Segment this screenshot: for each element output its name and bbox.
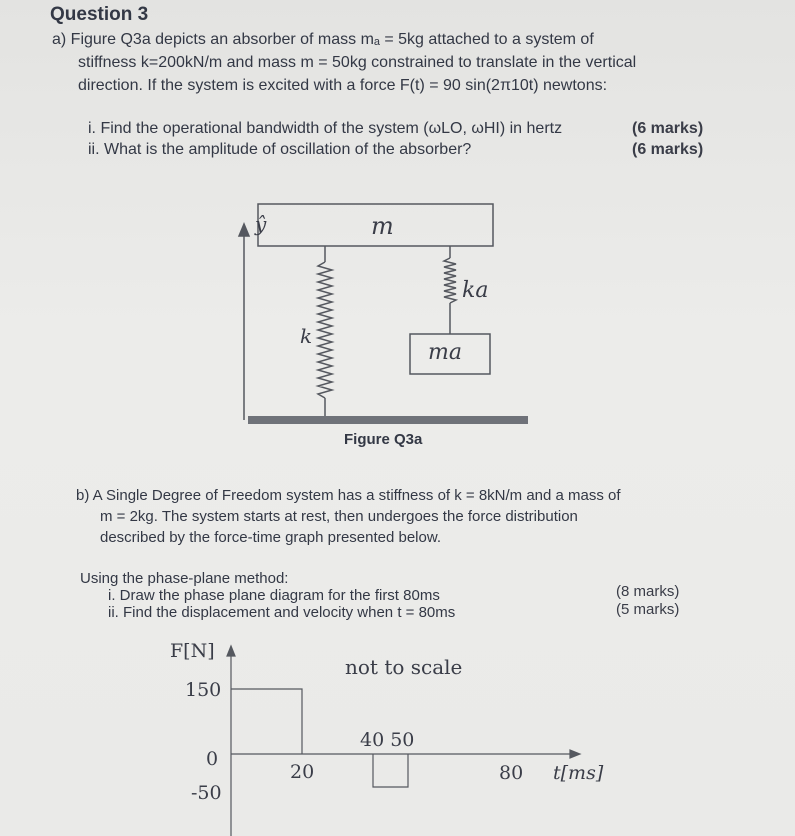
graph-y-axis-label: F[N] <box>170 640 215 662</box>
absorber-label: ma <box>428 340 462 365</box>
question-title: Question 3 <box>50 4 149 25</box>
spring-k-label: k <box>300 324 313 348</box>
part-a-line-1: a) Figure Q3a depicts an absorber of mass mₐ = 5kg attached to a system of <box>52 31 594 48</box>
graph-x-arrowhead <box>570 750 580 758</box>
y-hat-label: ŷ <box>255 212 267 236</box>
figure-caption: Figure Q3a <box>344 431 423 448</box>
spring-ka-label: ka <box>462 278 489 303</box>
tick-40-50: 40 50 <box>360 729 415 751</box>
part-a-line-3: direction. If the system is excited with a force F(t) = 90 sin(2π10t) newtons: <box>78 77 608 94</box>
part-b-marks-ii: (5 marks) <box>616 601 680 618</box>
force-pulse-neg50 <box>373 754 408 787</box>
part-b-item-i: i. Draw the phase plane diagram for the first 80ms <box>108 587 440 604</box>
mass-m-label: m <box>371 212 394 240</box>
tick-0: 0 <box>206 748 219 770</box>
part-b-method: Using the phase-plane method: <box>80 570 289 587</box>
part-b-line-2: m = 2kg. The system starts at rest, then undergoes the force distribution <box>100 508 578 525</box>
tick-150: 150 <box>185 679 222 701</box>
part-a-line-2: stiffness k=200kN/m and mass m = 50kg constrained to translate in the vertical <box>78 54 637 71</box>
part-a-marks-ii: (6 marks) <box>632 141 704 158</box>
part-b-line-3: described by the force-time graph presented below. <box>100 529 442 546</box>
part-b-line-1: b) A Single Degree of Freedom system has a stiffness of k = 8kN/m and a mass of <box>76 487 621 504</box>
part-a-marks-i: (6 marks) <box>632 120 704 137</box>
graph-x-axis-label: t[ms] <box>553 762 604 784</box>
tick-20: 20 <box>290 761 315 783</box>
part-b-marks-i: (8 marks) <box>616 583 680 600</box>
part-a-item-i: i. Find the operational bandwidth of the system (ωLO, ωHI) in hertz <box>88 120 563 137</box>
part-b-item-ii: ii. Find the displacement and velocity when t = 80ms <box>108 604 456 621</box>
tick-neg50: -50 <box>191 782 222 804</box>
tick-80: 80 <box>499 762 524 784</box>
not-to-scale-note: not to scale <box>345 655 463 679</box>
force-pulse-150 <box>231 689 302 754</box>
part-a-item-ii: ii. What is the amplitude of oscillation of the absorber? <box>88 141 472 158</box>
graph-y-arrowhead <box>227 646 235 656</box>
